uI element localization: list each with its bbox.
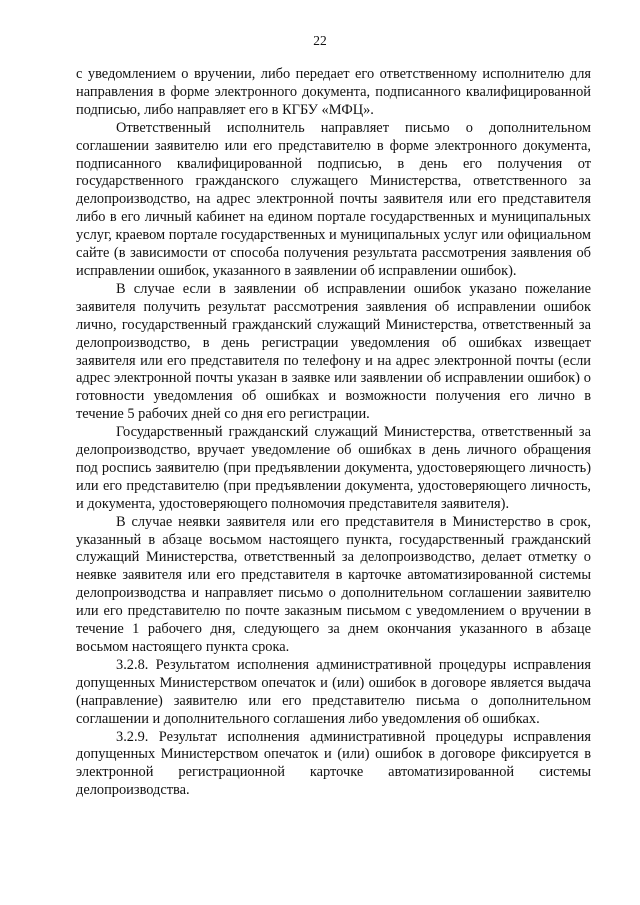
- paragraph-responsible-executor: Ответственный исполнитель направляет письмо о дополнительном соглашении заявителю или его представителю в форме электронного документа, подписанного квалифицированной подписью, в день его получения от государственного гражданского служащего Министерства, ответственного за делопроизводство, на адрес электронной почты заявителя или его представителя либо в его личный кабинет на едином портале государственных и муниципальных услуг, краевом портале государственных и муниципальных услуг или официальном сайте (в зависимости от способа получения результата рассмотрения заявления об исправлении ошибок, указанного в заявлении об исправлении ошибок).: [76, 119, 591, 279]
- paragraph-3-2-8: 3.2.8. Результатом исполнения административной процедуры исправления допущенных Министерством опечаток и (или) ошибок в договоре является выдача (направление) заявителю или его представителю письма о дополнительном соглашении и дополнительного соглашения либо уведомления об ошибках.: [76, 656, 591, 727]
- paragraph-personal-receipt: В случае если в заявлении об исправлении ошибок указано пожелание заявителя получить результат рассмотрения заявления об исправлении ошибок лично, государственный гражданский служащий Министерства, ответственный за делопроизводство, в день регистрации уведомления об ошибках извещает заявителя или его представителя по телефону и на адрес электронной почты (если адрес электронной почты указан в заявке или заявлении об исправлении ошибок) о готовности уведомления об ошибках и возможности получения его лично в течение 5 рабочих дней со дня его регистрации.: [76, 280, 591, 423]
- document-body: [76, 66, 591, 800]
- paragraph-non-appearance: В случае неявки заявителя или его представителя в Министерство в срок, указанный в абзаце восьмом настоящего пункта, государственный гражданский служащий Министерства, ответственный за делопроизводство, делает отметку о неявке заявителя или его представителя в карточке автоматизированной системы делопроизводства и направляет письмо о дополнительном соглашении заявителю или его представителю по почте заказным письмом с уведомлением о вручении в течение 1 рабочего дня, следующего за днем окончания указанного в абзаце восьмом настоящего пункта срока.: [76, 513, 591, 655]
- paragraph-delivery-in-person: Государственный гражданский служащий Министерства, ответственный за делопроизводство, вручает уведомление об ошибках в день личного обращения под роспись заявителю (при предъявлении документа, удостоверяющего личность) или его представителю (при предъявлении документа, удостоверяющего личность, и документа, удостоверяющего полномочия представителя заявителя).: [76, 424, 591, 512]
- paragraph-continuation: с уведомлением о вручении, либо передает его ответственному исполнителю для направления в форме электронного документа, подписанного квалифицированной подписью, либо направляет его в КГБУ «МФЦ».: [76, 66, 591, 118]
- paragraph-3-2-9: 3.2.9. Результат исполнения административной процедуры исправления допущенных Министерством опечаток и (или) ошибок в договоре фиксируется в электронной регистрационной карточке автоматизированной системы делопроизводства.: [76, 728, 591, 799]
- page-number: 22: [313, 33, 327, 48]
